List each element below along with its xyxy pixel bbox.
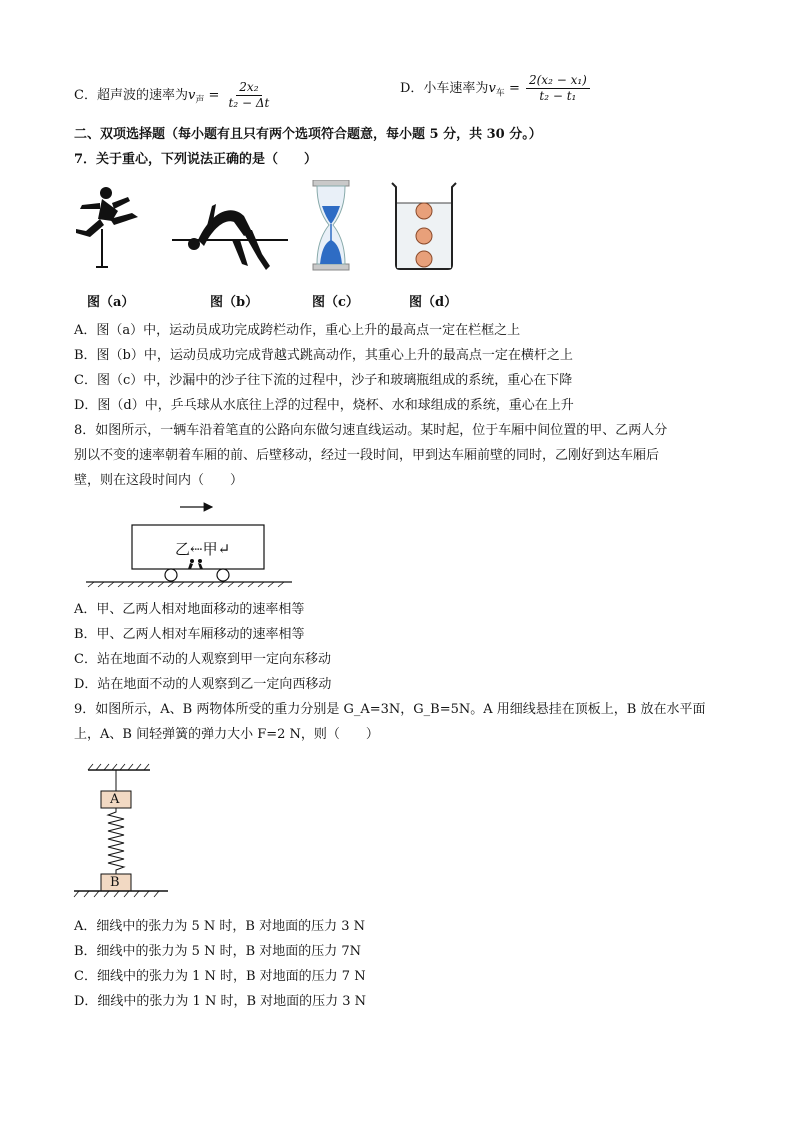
figure-a-hurdler xyxy=(72,185,144,271)
q9-option-a: A．细线中的张力为 5 N 时，B 对地面的压力 3 N xyxy=(74,919,366,934)
figure-q9-spring xyxy=(70,760,172,900)
figure-c-label: 图（c） xyxy=(312,295,359,310)
block-a-label: A xyxy=(110,792,120,807)
q9-option-b: B．细线中的张力为 5 N 时，B 对地面的压力 7N xyxy=(74,944,362,959)
q8-stem-line-2: 别以不变的速率朝着车厢的前、后壁移动，经过一段时间，甲到达车厢前壁的同时，乙刚好到达车厢后 xyxy=(74,448,660,463)
figure-a-label: 图（a） xyxy=(87,295,135,310)
q7-option-b: B．图（b）中，运动员成功完成背越式跳高动作，其重心上升的最高点一定在横杆之上 xyxy=(74,348,573,363)
q9-stem-line-1: 9．如图所示，A、B 两物体所受的重力分别是 G_A=3N，G_B=5N。A 用细线悬挂在顶板上，B 放在水平面 xyxy=(74,702,706,717)
figure-b-label: 图（b） xyxy=(210,295,259,310)
figure-b-high-jumper xyxy=(172,200,288,272)
figure-c-hourglass xyxy=(308,180,354,272)
section-heading: 二、双项选择题（每小题有且只有两个选项符合题意，每小题 5 分，共 30 分。） xyxy=(74,127,542,142)
q9-option-d: D．细线中的张力为 1 N 时，B 对地面的压力 3 N xyxy=(74,994,367,1009)
q8-option-b: B．甲、乙两人相对车厢移动的速率相等 xyxy=(74,627,305,642)
figure-d-beaker xyxy=(388,181,460,271)
q9-stem-line-2: 上，A、B 间轻弹簧的弹力大小 F=2 N，则（ ） xyxy=(74,727,379,742)
q7-option-a: A．图（a）中，运动员成功完成跨栏动作，重心上升的最高点一定在栏框之上 xyxy=(74,323,521,338)
figure-d-label: 图（d） xyxy=(409,295,458,310)
q8-stem-line-3: 壁，则在这段时间内（ ） xyxy=(74,473,244,488)
q8-option-a: A．甲、乙两人相对地面移动的速率相等 xyxy=(74,602,305,617)
q8-option-d: D．站在地面不动的人观察到乙一定向西移动 xyxy=(74,677,332,692)
q6-option-c: C．超声波的速率为$v_声$ = $\frac{\text{2x₂}}{\text{t₂ − Δt}}$ xyxy=(74,80,274,111)
q8-figure-text: 乙⇠甲↵ xyxy=(175,540,231,558)
q8-option-c: C．站在地面不动的人观察到甲一定向东移动 xyxy=(74,652,331,667)
q6-option-d: D．小车速率为$v_车$ = $\frac{\text{2(x₂ − x₁)}}{\text{t₂ − t₁}}$ xyxy=(400,73,592,104)
q8-stem-line-1: 8．如图所示，一辆车沿着笔直的公路向东做匀速直线运动。某时起，位于车厢中间位置的甲、乙两人分 xyxy=(74,423,668,438)
q9-option-c: C．细线中的张力为 1 N 时，B 对地面的压力 7 N xyxy=(74,969,366,984)
q7-option-c: C．图（c）中，沙漏中的沙子往下流的过程中，沙子和玻璃瓶组成的系统，重心在下降 xyxy=(74,373,573,388)
block-b-label: B xyxy=(110,875,120,890)
q7-stem: 7．关于重心，下列说法正确的是（ ） xyxy=(74,152,318,167)
q7-option-d: D．图（d）中，乒乓球从水底往上浮的过程中，烧杯、水和球组成的系统，重心在上升 xyxy=(74,398,574,413)
d-fraction: $\frac{\text{2(x₂ − x₁)}}{\text{t₂ − t₁}}$ xyxy=(526,73,590,104)
c-fraction: $\frac{\text{2x₂}}{\text{t₂ − Δt}}$ xyxy=(228,80,270,110)
